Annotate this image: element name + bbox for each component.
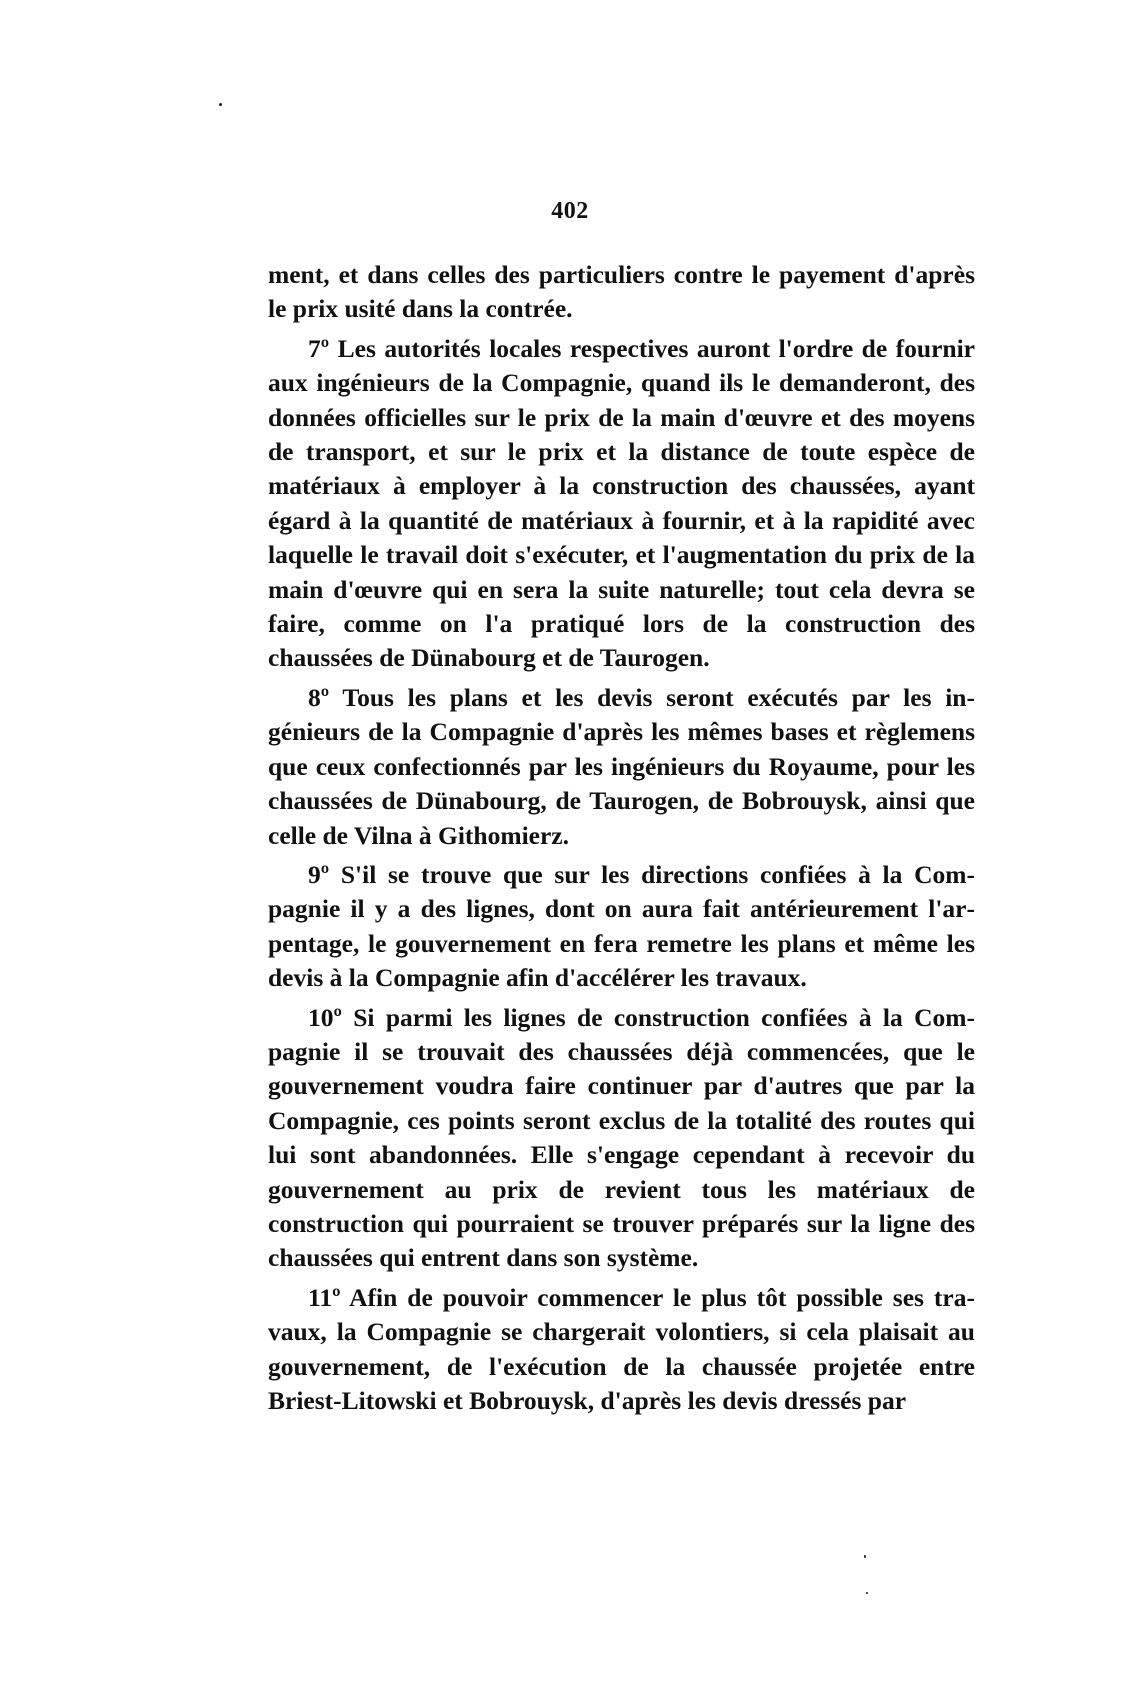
paragraph-continuation: ment, et dans celles des particuliers contre le payement d'après le prix usité dans la contrée. xyxy=(268,260,975,324)
scan-speck xyxy=(866,1592,868,1594)
scan-speck xyxy=(219,103,222,106)
paragraph-article-7: 7º Les autorités locales respectives auront l'ordre de fournir aux ingénieurs de la Compagnie, quand ils le demanderont, des données officielles sur le prix de la main d'œuvre et des moyens de transport, et sur le prix et la distance de toute espèce de matériaux à employer à la construction des chaussées, ayant égard à la quantité de matériaux à fournir, et à la rapidité avec laquelle le travail doit s'exécuter, et l'augmentation du prix de la main d'œuvre qui en sera la suite naturelle; tout cela devra se faire, comme on l'a pratiqué lors de la construction des chaussées de Dünabourg et de Taurogen. xyxy=(268,333,975,673)
page-number: 402 xyxy=(551,198,589,224)
paragraph-article-8: 8º Tous les plans et les devis seront exécutés par les ingénieurs de la Compagnie d'après les mêmes bases et règlemens que ceux confectionnés par les ingénieurs du Royaume, pour les chaussées de Dünabourg, de Taurogen, de Bobrouysk, ainsi que celle de Vilna à Githomierz. xyxy=(268,682,975,850)
paragraph-article-10: 10º Si parmi les lignes de construction confiées à la Compagnie il se trouvait des chaussées déjà commencées, que le gouvernement voudra faire continuer par d'autres que par la Compagnie, ces points seront exclus de la totalité des routes qui lui sont abandonnées. Elle s'engage cependant à recevoir du gouvernement au prix de revient tous les matériaux de construction qui pourraient se trouver préparés sur la ligne des chaussées qui entrent dans son système. xyxy=(268,1002,975,1273)
paragraph-article-9: 9º S'il se trouve que sur les directions confiées à la Compagnie il y a des lignes, dont on aura fait antérieurement l'arpentage, le gouvernement en fera remetre les plans et même les devis à la Compagnie afin d'accélérer les travaux. xyxy=(268,859,975,993)
scan-speck xyxy=(864,1555,866,1558)
paragraph-article-11: 11º Afin de pouvoir commencer le plus tôt possible ses travaux, la Compagnie se chargerait volontiers, si cela plaisait au gouvernement, de l'exécution de la chaussée projetée entre Briest-Litowski et Bobrouysk, d'après les devis dressés par xyxy=(268,1282,975,1415)
body-text xyxy=(268,258,975,1418)
